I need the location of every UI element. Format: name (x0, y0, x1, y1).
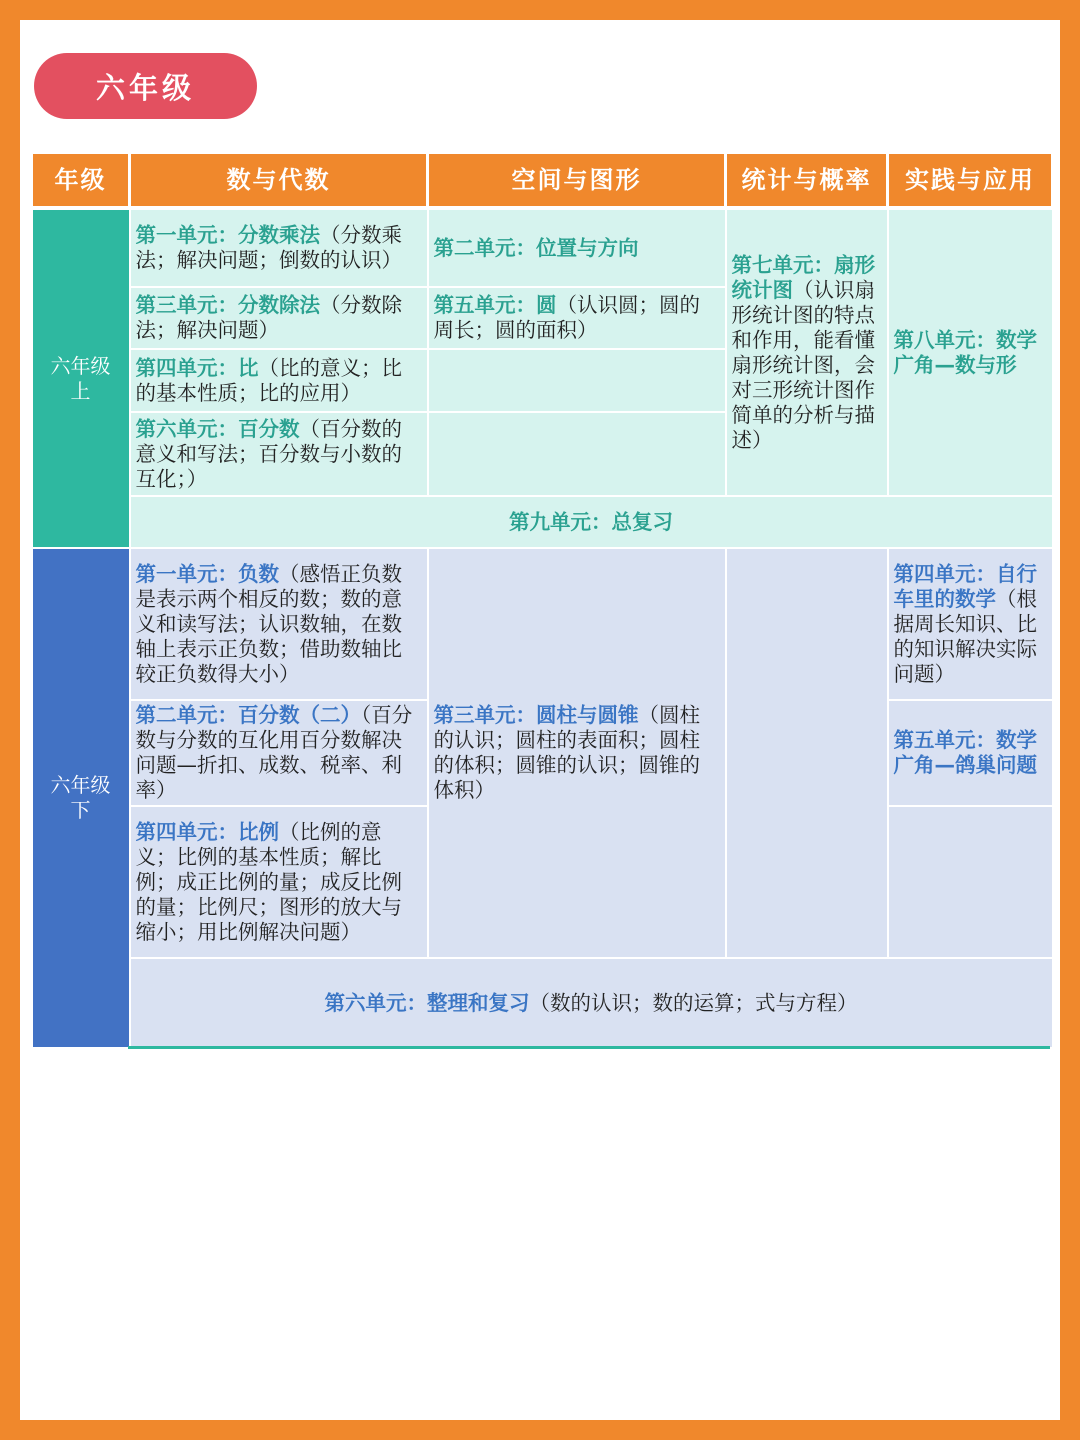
cell-upper-space-empty (428, 412, 726, 496)
unit-desc: （认识圆；圆的周长；圆的面积） (433, 293, 700, 342)
header-row (32, 154, 1053, 208)
unit-title: 第四单元：自行车里的数学 (893, 561, 1037, 611)
table-row (32, 548, 1053, 700)
unit-desc: （分数除法；解决问题） (135, 293, 402, 342)
header-grade: 年级 (32, 154, 130, 208)
unit-desc: （比例的意义；比例的基本性质；解比例；成正比例的量；成反比例的量；比例尺；图形的放大与缩小；用比例解决问题） (135, 819, 402, 944)
unit-desc: （圆柱的认识；圆柱的表面积；圆柱的体积；圆锥的认识；圆锥的体积） (433, 703, 700, 802)
grade-label: 六年级下 (50, 773, 111, 822)
unit-title: 第五单元：圆 (433, 293, 557, 317)
unit-title: 第六单元：百分数 (135, 416, 300, 441)
unit-title: 第四单元：比 (135, 355, 259, 380)
table-row (32, 958, 1053, 1048)
unit-desc: （根据周长知识、比的知识解决实际问题） (893, 586, 1037, 686)
unit-title: 第一单元：负数 (135, 561, 279, 586)
unit-desc: （百分数的意义和写法；百分数与小数的互化；） (135, 416, 402, 491)
cell-upper-stat (726, 208, 888, 496)
unit-title: 第八单元：数学广角—数与形 (893, 327, 1037, 377)
cell-lower-num-3 (130, 806, 428, 958)
unit-desc: （比的意义；比的基本性质；比的应用） (135, 355, 402, 405)
header-statistics: 统计与概率 (726, 154, 888, 208)
unit-desc: （数的认识；数的运算；式与方程） (529, 990, 858, 1015)
unit-title: 第五单元：数学广角—鸽巢问题 (893, 728, 1037, 777)
table-row (32, 496, 1053, 548)
cell-lower-practice-empty (888, 806, 1053, 958)
unit-desc: （分数乘法；解决问题；倒数的认识） (135, 223, 402, 272)
cell-upper-num-4 (130, 412, 428, 496)
cell-lower-practice-2 (888, 700, 1053, 806)
cell-upper-space-empty (428, 349, 726, 412)
unit-title: 第四单元：比例 (135, 819, 279, 844)
cell-lower-space (428, 548, 726, 958)
grade-title-badge: 六年级 (34, 53, 257, 119)
unit-desc: （认识扇形统计图的特点和作用，能看懂扇形统计图，会对三形统计图作简单的分析与描述） (731, 277, 875, 452)
unit-desc: （百分数与分数的互化用百分数解决问题—折扣、成数、税率、利率） (135, 703, 413, 802)
cell-upper-space-2 (428, 287, 726, 349)
grade-label: 六年级上 (50, 353, 111, 403)
unit-title: 第三单元：圆柱与圆锥 (433, 703, 639, 727)
table-bottom-rule (128, 1046, 1050, 1049)
unit-title: 第六单元：整理和复习 (324, 990, 530, 1015)
unit-title: 第一单元：分数乘法 (135, 223, 320, 247)
cell-upper-practice (888, 208, 1053, 496)
header-number-algebra: 数与代数 (130, 154, 428, 208)
cell-upper-space-1 (428, 208, 726, 287)
grade-cell-upper (32, 208, 130, 548)
cell-lower-review (130, 958, 1053, 1048)
review-unit: 第九单元：总复习 (509, 509, 673, 534)
cell-lower-num-1 (130, 548, 428, 700)
unit-title: 第二单元：百分数（二） (135, 703, 361, 727)
header-practice: 实践与应用 (888, 154, 1053, 208)
curriculum-table (30, 154, 1054, 1049)
cell-upper-num-1 (130, 208, 428, 287)
cell-lower-num-2 (130, 700, 428, 806)
cell-lower-practice-1 (888, 548, 1053, 700)
cell-upper-num-2 (130, 287, 428, 349)
unit-desc: （感悟正负数是表示两个相反的数；数的意义和读写法；认识数轴，在数轴上表示正负数；借助数轴比较正负数得大小） (135, 561, 402, 686)
unit-title: 第三单元：分数除法 (135, 293, 320, 317)
page (20, 20, 1060, 1420)
unit-title: 第七单元：扇形统计图 (731, 252, 875, 302)
header-space-figure: 空间与图形 (428, 154, 726, 208)
cell-upper-num-3 (130, 349, 428, 412)
cell-upper-review (130, 496, 1053, 548)
cell-lower-stat-empty (726, 548, 888, 958)
unit-title: 第二单元：位置与方向 (433, 235, 639, 260)
grade-cell-lower (32, 548, 130, 1048)
table-row (32, 208, 1053, 287)
